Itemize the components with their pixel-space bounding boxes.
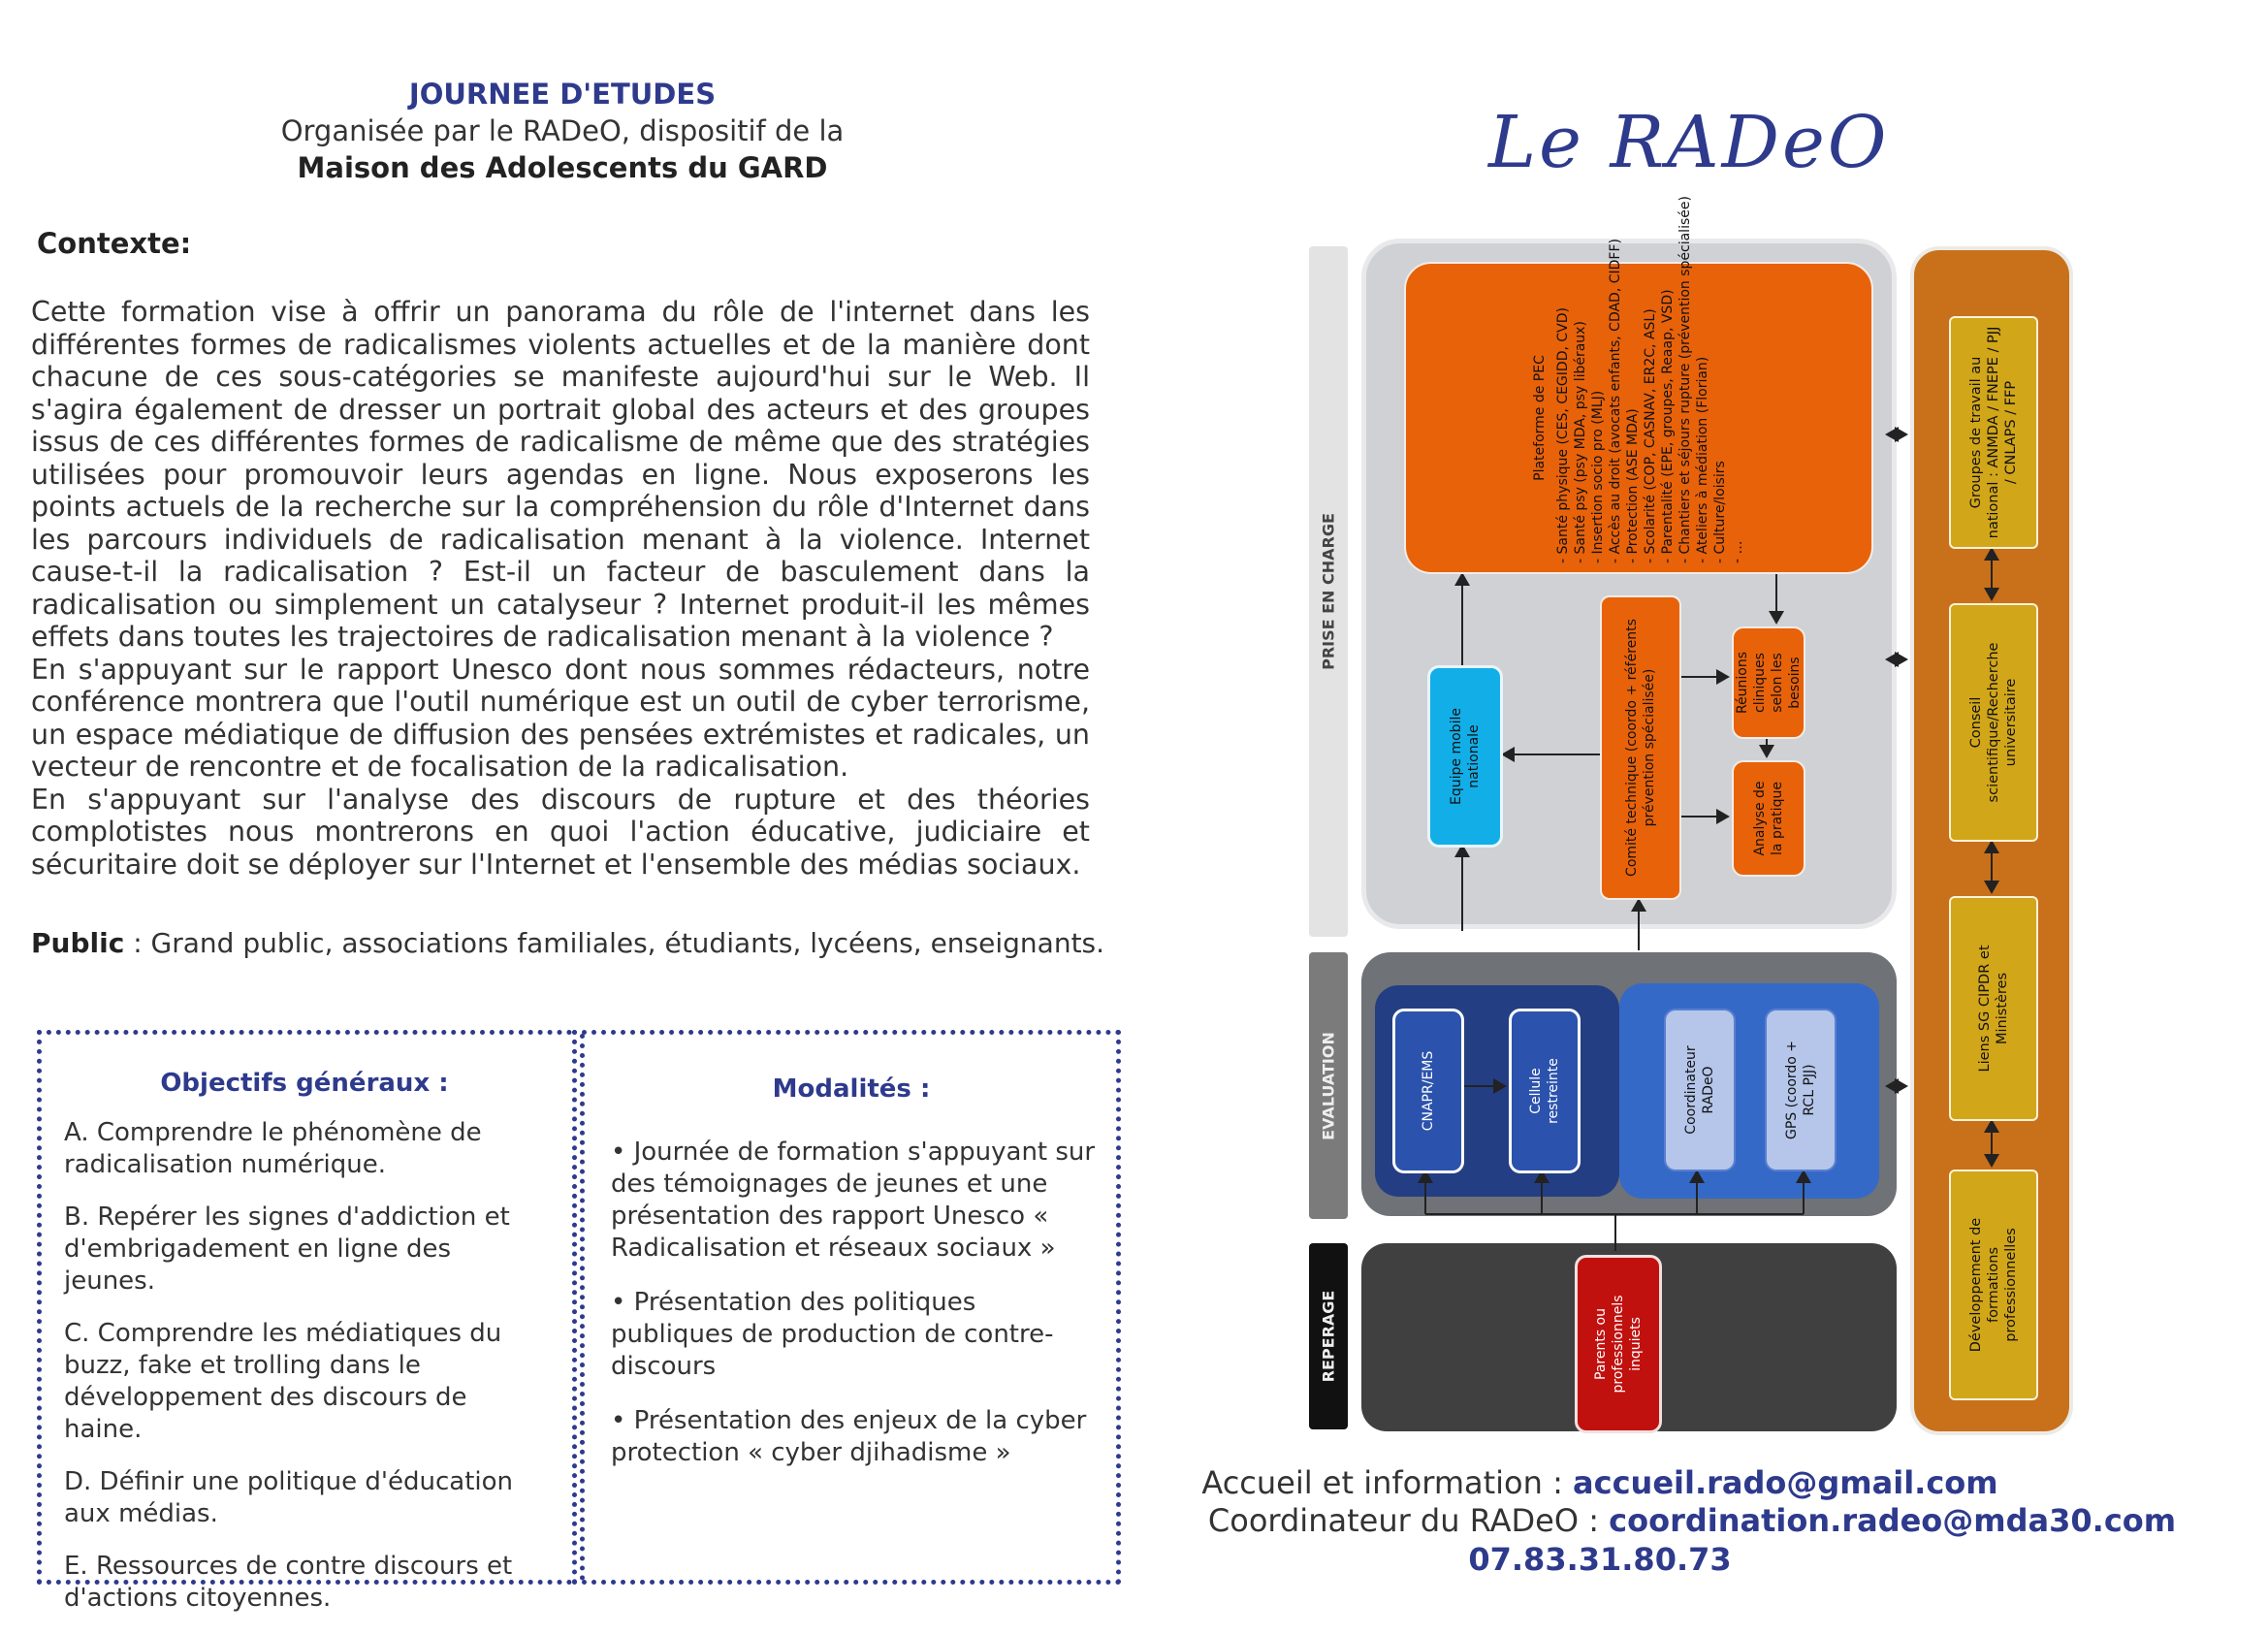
radeo-logo: Le RADeO bbox=[1488, 101, 1890, 184]
cnapr-ems-box bbox=[1392, 1009, 1464, 1173]
organizer-line: Organisée par le RADeO, dispositif de la bbox=[280, 114, 845, 147]
reunions-cliniques-label: Réunions cliniques selon les besoins bbox=[1735, 651, 1803, 715]
parents-label: Parents ou professionnels inquiets bbox=[1593, 1295, 1644, 1394]
institution-name: Maison des Adolescents du GARD bbox=[297, 151, 828, 184]
side-box-liens bbox=[1949, 896, 2038, 1121]
platform-line: - Santé physique (CES, CEGIDD, CVD) bbox=[1555, 307, 1571, 563]
side-box-label: Liens SG CIPDR et Ministères bbox=[1977, 945, 2010, 1073]
comite-technique-label: Comité technique (coordo + référents prévention spécialisée) bbox=[1624, 619, 1657, 877]
analyse-pratique-box bbox=[1732, 760, 1805, 877]
event-title: JOURNEE D'ETUDES bbox=[408, 78, 717, 111]
platform-line: - Parentalité (EPE, groupes, Reaap, VSD) bbox=[1660, 289, 1676, 563]
contact-accueil-label: Accueil et information : bbox=[1201, 1464, 1574, 1501]
side-box-formations bbox=[1949, 1170, 2038, 1400]
modality-item: • Présentation des politiques publiques de production de contre-discours bbox=[611, 1288, 1054, 1381]
parents-box bbox=[1575, 1255, 1662, 1433]
side-box-groupes bbox=[1949, 316, 2038, 549]
platform-line: - Ateliers à médiation (Florian) bbox=[1695, 356, 1710, 563]
objective-item: D. Définir une politique d'éducation aux médias. bbox=[64, 1467, 513, 1528]
objective-item: A. Comprendre le phénomène de radicalisation numérique. bbox=[64, 1118, 482, 1179]
analyse-pratique-label: Analyse de la pratique bbox=[1752, 781, 1785, 856]
objective-item: E. Ressources de contre discours et d'actions citoyennes. bbox=[64, 1552, 513, 1613]
side-box-label: Développement de formations professionnelles bbox=[1968, 1217, 2019, 1353]
equipe-mobile-box bbox=[1427, 665, 1503, 848]
reunions-cliniques-box bbox=[1732, 626, 1805, 739]
context-heading: Contexte: bbox=[37, 227, 192, 260]
coordinateur-label: Coordinateur RADeO bbox=[1683, 1045, 1716, 1135]
platform-line: - Insertion socio pro (MLJ) bbox=[1590, 390, 1606, 563]
modalities-heading: Modalités : bbox=[772, 1074, 931, 1104]
modality-item: • Journée de formation s'appuyant sur des témoignages de jeunes et une présentation des rapport Unesco « Radicalisation et réseaux sociaux » bbox=[611, 1138, 1096, 1263]
plateforme-pec-box bbox=[1404, 196, 1873, 574]
band-label: REPERAGE bbox=[1319, 1290, 1338, 1383]
side-box-label: Conseil scientifique/Recherche universitaire bbox=[1968, 642, 2019, 803]
cellule-restreinte-box bbox=[1509, 1009, 1581, 1173]
objectives-heading: Objectifs généraux : bbox=[160, 1069, 449, 1098]
modality-item: • Présentation des enjeux de la cyber protection « cyber djihadisme » bbox=[611, 1406, 1087, 1467]
side-box-conseil bbox=[1949, 603, 2038, 842]
band-label: EVALUATION bbox=[1319, 1031, 1338, 1140]
gps-box bbox=[1765, 1009, 1837, 1171]
cnapr-ems-label: CNAPR/EMS bbox=[1421, 1050, 1436, 1132]
contact-coord-label: Coordinateur du RADeO : bbox=[1207, 1502, 1610, 1539]
public-label: Public bbox=[31, 927, 125, 959]
platform-line: - Culture/loisirs bbox=[1712, 461, 1728, 563]
platform-line: - Accès au droit (avocats enfants, CDAD, CIDFF) bbox=[1608, 239, 1623, 563]
side-box-label: Groupes de travail au national : ANMDA / FNEPE / PJJ / CNLAPS / FFP bbox=[1968, 326, 2019, 539]
context-paragraph: En s'appuyant sur le rapport Unesco dont nous sommes rédacteurs, notre conférence montrera que l'outil numérique est un outil de cyber terrorisme, un espace médiatique de diffusion des pensées extrémistes et radicales, un vecteur de rencontre et de focalisation de la radicalisation. bbox=[31, 653, 1090, 783]
plateforme-pec-title: Plateforme de PEC bbox=[1532, 355, 1548, 481]
contact-accueil bbox=[1115, 1464, 2085, 1501]
gps-label: GPS (coordo + RCL PJJ) bbox=[1784, 1040, 1817, 1140]
contact-coordinateur bbox=[1115, 1502, 2268, 1539]
platform-line: - Chantiers et séjours rupture (prévention spécialisée) bbox=[1677, 196, 1693, 563]
equipe-mobile-label: Equipe mobile nationale bbox=[1449, 708, 1482, 805]
plateforme-pec-text bbox=[1531, 196, 1746, 563]
context-paragraph: Cette formation vise à offrir un panorama du rôle de l'internet dans les différentes formes de radicalismes violents actuelles et de la manière dont chacune de ces sous-catégories se manifeste aujourd'hui sur le Web. Il s'agira également de dresser un portrait global des acteurs et des groupes issus de ces différentes formes de radicalisme de même que des stratégies utilisées pour promouvoir leurs agendas en ligne. Nous exposerons les points actuels de la recherche sur la compréhension du rôle d'Internet dans les parcours individuels de radicalisation menant à la violence. Internet cause-t-il la radicalisation ? Est-il un facteur de basculement dans la radicalisation ou simplement un catalyseur ? Internet produit-il les mêmes effets dans toutes les trajectoires de radicalisation menant à la violence ? bbox=[31, 296, 1090, 653]
platform-line: - … bbox=[1730, 540, 1745, 563]
platform-line: - Santé psy (psy MDA, psy libéraux) bbox=[1573, 321, 1588, 563]
platform-line: - Protection (ASE MDA) bbox=[1625, 408, 1641, 563]
objective-item: C. Comprendre les médiatiques du buzz, fake et trolling dans le développement des discours de haine. bbox=[64, 1319, 502, 1444]
accueil-email-link[interactable]: accueil.rado@gmail.com bbox=[1573, 1464, 1998, 1501]
context-paragraph: En s'appuyant sur l'analyse des discours de rupture et des théories complotistes nous montrerons en quoi l'action éducative, judiciaire et sécuritaire doit se déployer sur l'Internet et l'ensemble des médias sociaux. bbox=[31, 783, 1090, 881]
platform-line: - Scolarité (COP, CASNAV, ER2C, ASL) bbox=[1643, 308, 1658, 563]
cellule-restreinte-label: Cellule restreinte bbox=[1528, 1058, 1561, 1124]
coordinateur-box bbox=[1664, 1009, 1736, 1171]
coord-email-link[interactable]: coordination.radeo@mda30.com bbox=[1609, 1502, 2177, 1539]
objective-item: B. Repérer les signes d'addiction et d'embrigadement en ligne des jeunes. bbox=[64, 1202, 510, 1296]
band-label: PRISE EN CHARGE bbox=[1319, 513, 1338, 670]
comite-technique-box bbox=[1600, 595, 1681, 900]
contact-phone[interactable]: 07.83.31.80.73 bbox=[1468, 1541, 1732, 1578]
public-text: : Grand public, associations familiales, étudiants, lycéens, enseignants. bbox=[124, 927, 1105, 959]
